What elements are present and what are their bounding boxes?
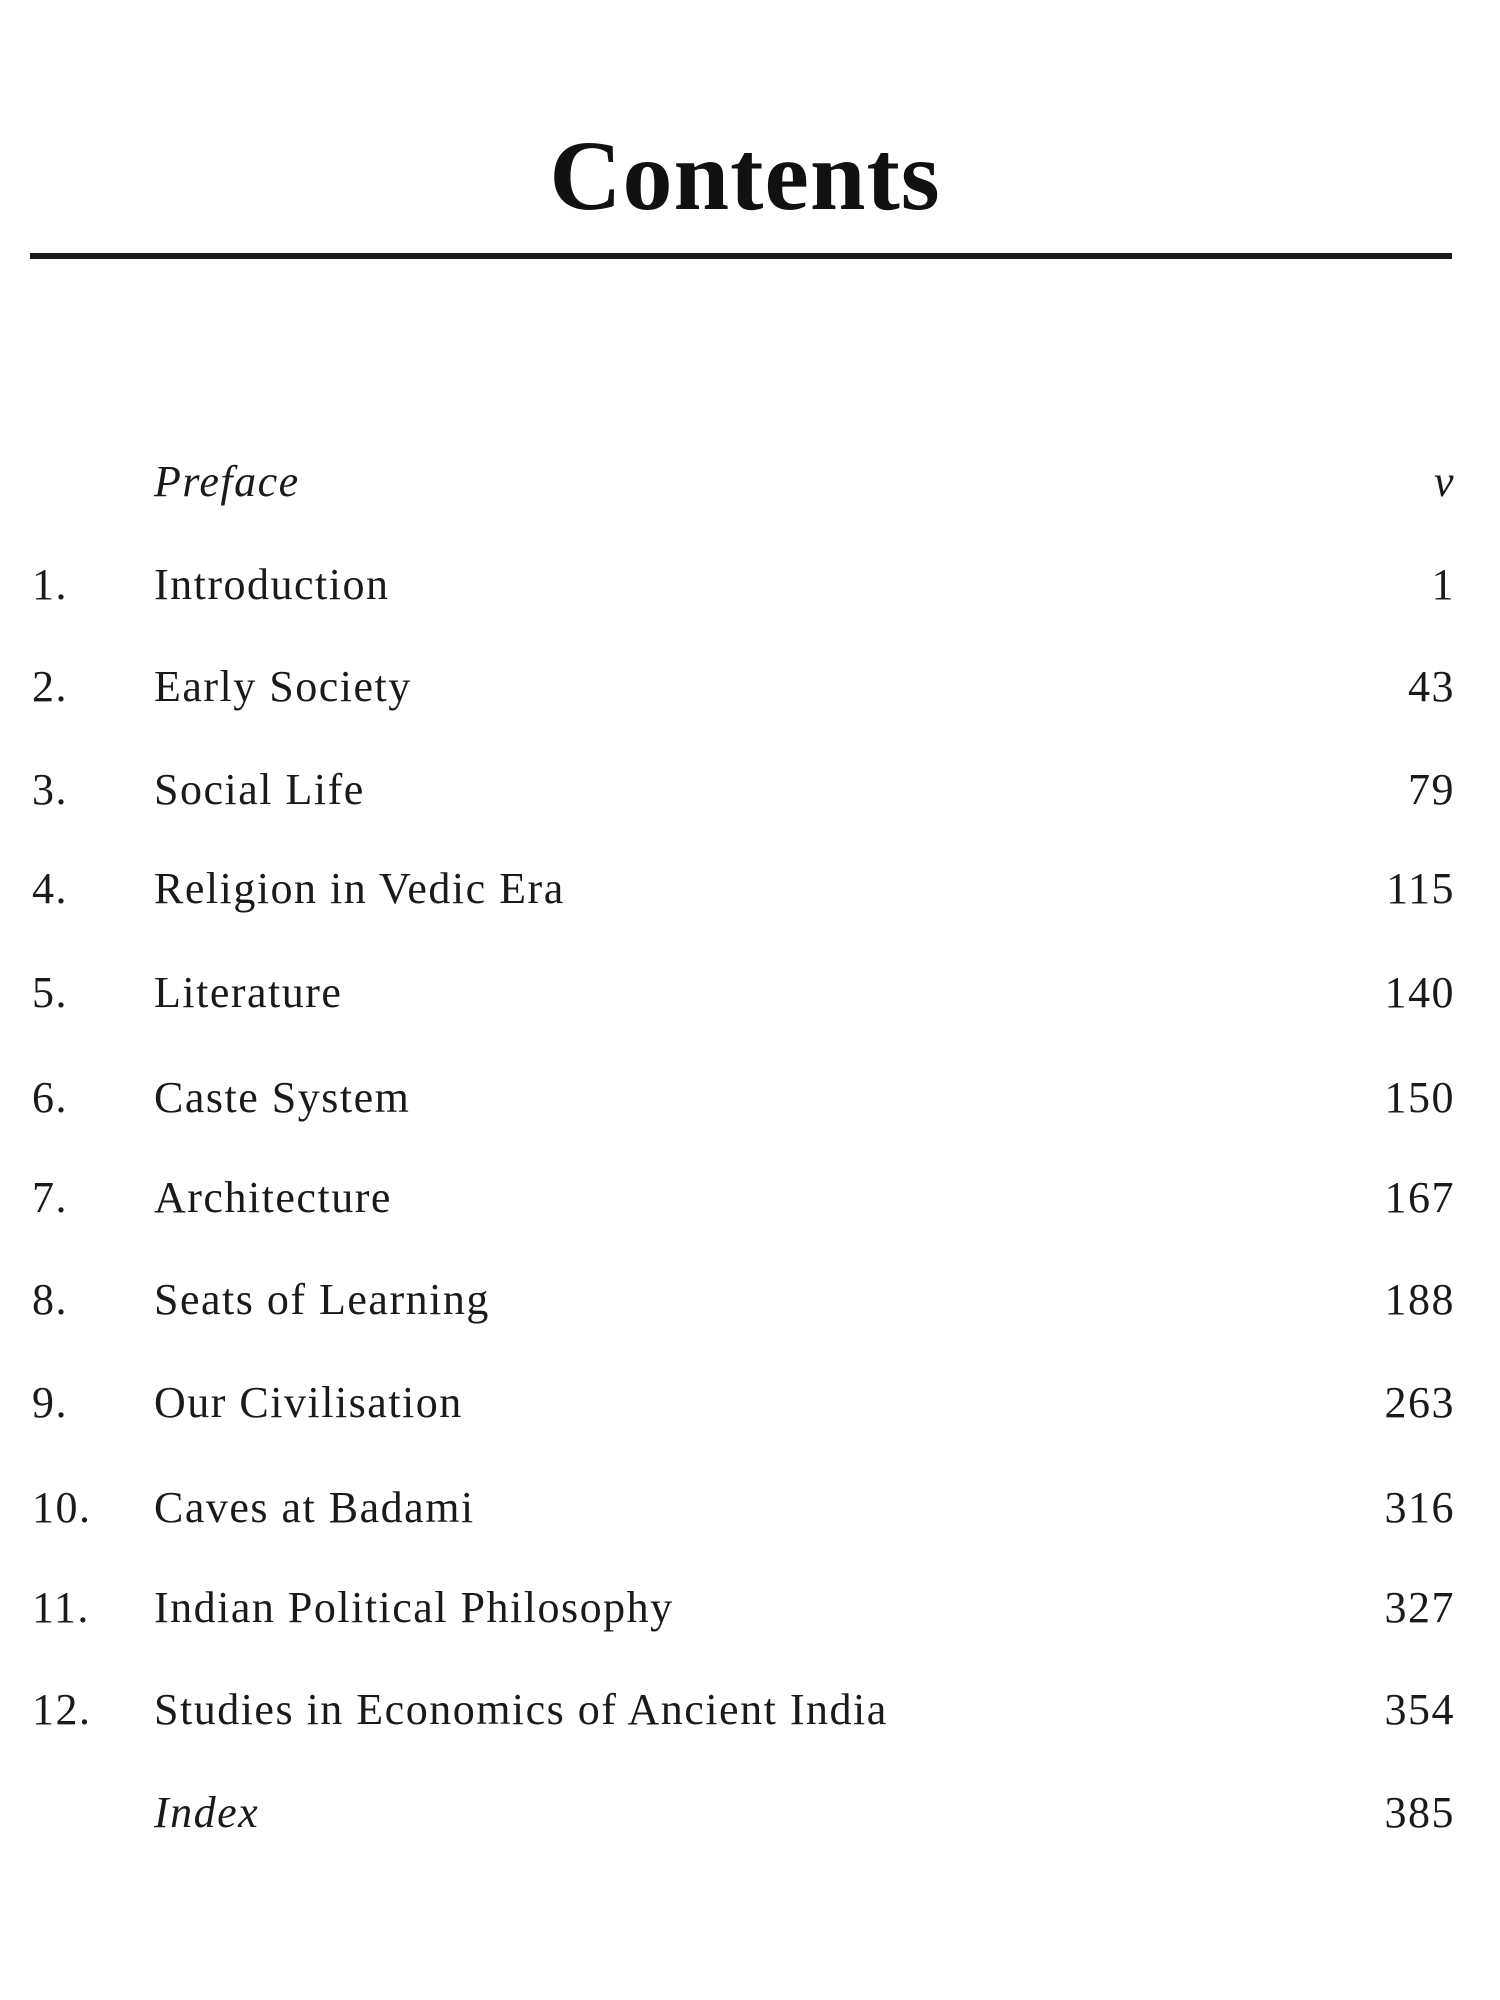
chapter-title: Social Life — [154, 765, 365, 814]
toc-entry — [0, 967, 1500, 1027]
page-number: 150 — [1384, 1073, 1455, 1122]
chapter-number: 3. — [32, 765, 68, 814]
toc-entry — [0, 863, 1500, 923]
chapter-title: Caves at Badami — [154, 1483, 475, 1532]
page-number: 140 — [1384, 968, 1455, 1017]
page-number: 385 — [1384, 1788, 1455, 1837]
toc-entry — [0, 764, 1500, 824]
chapter-title: Seats of Learning — [154, 1275, 490, 1324]
chapter-title: Architecture — [154, 1173, 392, 1222]
chapter-number: 4. — [32, 864, 68, 913]
chapter-title: Preface — [154, 457, 300, 506]
page-number: 79 — [1408, 765, 1455, 814]
chapter-title: Religion in Vedic Era — [154, 864, 565, 913]
toc-entry — [0, 559, 1500, 619]
page-number: 115 — [1386, 864, 1455, 913]
toc-entry — [0, 1684, 1500, 1744]
page-number: 263 — [1384, 1378, 1455, 1427]
page-title: Contents — [549, 120, 941, 231]
page-number: v — [1433, 457, 1455, 506]
toc-entry — [0, 1274, 1500, 1334]
toc-entry — [0, 1377, 1500, 1437]
chapter-title: Early Society — [154, 662, 412, 711]
page-number: 188 — [1384, 1275, 1455, 1324]
toc-entry — [0, 1482, 1500, 1542]
toc-entry — [0, 456, 1500, 516]
title-divider — [30, 253, 1452, 259]
page-number: 354 — [1384, 1685, 1455, 1734]
chapter-title: Studies in Economics of Ancient India — [154, 1685, 888, 1734]
chapter-title: Caste System — [154, 1073, 411, 1122]
chapter-title: Literature — [154, 968, 343, 1017]
chapter-title: Introduction — [154, 560, 390, 609]
toc-entry — [0, 1172, 1500, 1232]
page-number: 316 — [1384, 1483, 1455, 1532]
toc-entry — [0, 1582, 1500, 1642]
chapter-number: 9. — [32, 1378, 68, 1427]
chapter-number: 10. — [32, 1483, 92, 1532]
page-number: 327 — [1384, 1583, 1455, 1632]
chapter-number: 6. — [32, 1073, 68, 1122]
chapter-title: Our Civilisation — [154, 1378, 463, 1427]
chapter-title: Indian Political Philosophy — [154, 1583, 674, 1632]
chapter-number: 8. — [32, 1275, 68, 1324]
toc-entry — [0, 661, 1500, 721]
chapter-number: 11. — [32, 1583, 90, 1632]
chapter-title: Index — [154, 1788, 260, 1837]
chapter-number: 2. — [32, 662, 68, 711]
chapter-number: 7. — [32, 1173, 68, 1222]
page-number: 1 — [1431, 560, 1455, 609]
chapter-number: 5. — [32, 968, 68, 1017]
toc-entry — [0, 1787, 1500, 1847]
page-number: 167 — [1384, 1173, 1455, 1222]
chapter-number: 12. — [32, 1685, 92, 1734]
toc-entry — [0, 1072, 1500, 1132]
chapter-number: 1. — [32, 560, 68, 609]
page-number: 43 — [1408, 662, 1455, 711]
